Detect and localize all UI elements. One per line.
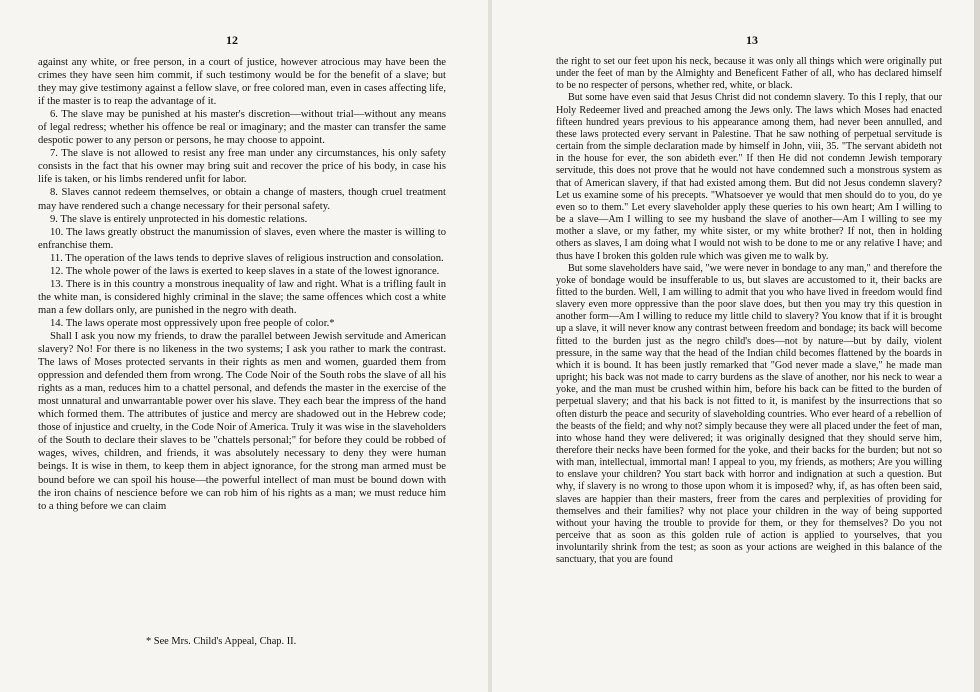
page-number-left: 12 bbox=[226, 33, 238, 47]
page-number-right: 13 bbox=[746, 33, 758, 47]
paragraph: 7. The slave is not allowed to resist any free man under any circumstances, his only safety consists in the fact that his owner may bring suit and recover the price of his body, in case his life is taken, or his limbs rendered unfit for labor. bbox=[38, 148, 446, 186]
right-page-body bbox=[556, 56, 942, 567]
left-page-body bbox=[38, 56, 446, 513]
right-page bbox=[492, 0, 980, 692]
left-page bbox=[0, 0, 488, 692]
paragraph: 12. The whole power of the laws is exerted to keep slaves in a state of the lowest ignorance. bbox=[50, 265, 440, 277]
paragraph: 8. Slaves cannot redeem themselves, or obtain a change of masters, though cruel treatment may have rendered such a change necessary for their personal safety. bbox=[38, 187, 446, 212]
paragraph: Shall I ask you now my friends, to draw the parallel between Jewish servitude and American slavery? No! For there is no likeness in the two systems; I ask you rather to mark the contrast. The laws of Moses protected servants in their rights as men and women, guarded them from oppression and defended them from wrong. The Code Noir of the South robs the slave of all his rights as a man, reduces him to a chattel personal, and defends the master in the exercise of the most unnatural and unwarrantable power over his slave. They each bear the impress of the hand which formed them. The attributes of justice and mercy are shadowed out in the Hebrew code; those of injustice and cruelty, in the Code Noir of America. Truly it was wise in the slaveholders of the South to declare their slaves to be "chattels personal;" for before they could be robbed of wages, wives, children, and friends, it was absolutely necessary to deny they were human beings. It is wise in them, to keep them in abject ignorance, for the strong man armed must be bound before we can spoil his house—the powerful intellect of man must be bound down with the iron chains of nescience before we can rob him of his rights as a man; we must reduce him to a thing before we can claim bbox=[38, 330, 446, 512]
paragraph: against any white, or free person, in a court of justice, however atrocious may have been the crimes they have seen him commit, if such testimony would be for the benefit of a slave; but they may give testimony against a fellow slave, or free colored man, even in cases affecting life, if the master is to reap the advantage of it. bbox=[38, 57, 446, 108]
paragraph: 10. The laws greatly obstruct the manumission of slaves, even where the master is willing to enfranchise them. bbox=[38, 226, 446, 251]
paragraph: 11. The operation of the laws tends to deprive slaves of religious instruction and consolation. bbox=[50, 252, 444, 264]
page-edge bbox=[974, 0, 980, 692]
paragraph: 6. The slave may be punished at his master's discretion—without trial—without any means of legal redress; whether his offence be real or imaginary; and the master can transfer the same despotic power to any person or persons, he may choose to appoint. bbox=[38, 109, 446, 147]
paragraph: But some slaveholders have said, "we were never in bondage to any man," and therefore the yoke of bondage would be insufferable to us, but slaves are accustomed to it, their backs are fitted to the burden. Well, I am willing to admit that you who have lived in freedom would find slavery even more oppressive than the poor slave does, but then you may try this question in another form—Am I willing to reduce my little child to slavery? You know that if it is brought up a slave, it will never know any contrast between freedom and bondage; its back will become fitted to the burden just as the negro child's does—not by nature—but by daily, violent pressure, in the same way that the head of the Indian child becomes flattened by the boards in which it is bound. It has been justly remarked that "God never made a slave," he made man upright; his back was not made to carry burdens as the slave of another, nor his neck to wear a yoke, and the man must be crushed within him, before his back can be fitted to the burden of perpetual slavery; and that his back is not fitted to it, is manifest by the insurrections that so often disturb the peace and security of slaveholding countries. Who ever heard of a rebellion of the beasts of the field; and why not? simply because they were all placed under the feet of man, into whose hand they were delivered; it was originally designed that they should serve him, therefore their necks have been formed for the yoke, and their backs for the burden; but not so with man, intellectual, immortal man! I appeal to you, my friends, as mothers; Are you willing to enslave your children? You start back with horror and indignation at such a question. But why, if slavery is no wrong to those upon whom it is imposed? why, if, as has often been said, slaves are happier than their masters, freer from the cares and perplexities of providing for themselves and their families? why not place your children in the way of being supported without your having the trouble to provide for them, or they for themselves? Do you not perceive that as soon as this golden rule of action is applied to yourselves, that you involuntarily shrink from the test; as soon as your actions are weighed in this balance of the sanctuary, that you are found bbox=[556, 262, 942, 566]
paragraph: the right to set our feet upon his neck, because it was only all things which were originally put under the feet of man by the Almighty and Beneficent Father of all, who has declared himself to be no respecter of persons, whether red, white, or black. bbox=[556, 56, 942, 92]
paragraph: 9. The slave is entirely unprotected in his domestic relations. bbox=[50, 213, 308, 225]
paragraph: But some have even said that Jesus Christ did not condemn slavery. To this I reply, that our Holy Redeemer lived and preached among the Jews only. The laws which Moses had enacted fifteen hundred years previous to his appearance among them, had never been annulled, and these laws protected every servant in Palestine. That he saw nothing of perpetual servitude is certain from the simple declaration made by himself in John, viii, 35. "The servant abideth not in the house for ever, the son abideth ever." If then He did not condemn Jewish temporary servitude, this does not prove that he would not have condemned such a monstrous system as that of American slavery, if that had existed among them. But did not Jesus condemn slavery? Let us examine some of his precepts. "Whatsoever ye would that men should do to you, do ye even so to them." Let every slaveholder apply these queries to his own heart; Am I willing to be a slave—Am I willing to see my husband the slave of another—Am I willing to see my mother a slave, or my father, my white sister, or my white brother? If not, then in holding others as slaves, I am doing what I would not wish to be done to me or any relative I have; and thus have I broken this golden rule which was given me to walk by. bbox=[556, 92, 942, 262]
paragraph: 14. The laws operate most oppressively upon free people of color.* bbox=[50, 317, 335, 329]
paragraph: 13. There is in this country a monstrous inequality of law and right. What is a trifling fault in the white man, is considered highly criminal in the slave; the same offences which cost a white man a few dollars only, are punished in the negro with death. bbox=[38, 278, 446, 316]
footnote: * See Mrs. Child's Appeal, Chap. II. bbox=[146, 636, 297, 647]
